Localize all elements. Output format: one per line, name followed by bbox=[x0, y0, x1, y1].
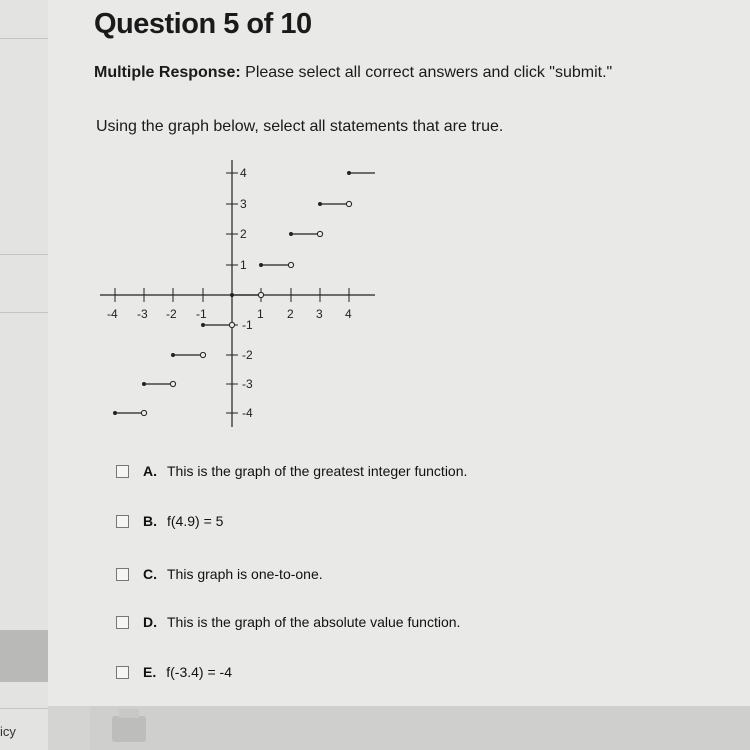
step-segment bbox=[113, 410, 147, 415]
step-segment bbox=[347, 171, 375, 175]
x-tick-label: -4 bbox=[107, 307, 118, 321]
answer-option-e[interactable] bbox=[116, 661, 232, 683]
x-tick-label: 1 bbox=[257, 307, 264, 321]
y-tick-label: -3 bbox=[242, 377, 253, 391]
y-tick-label: 3 bbox=[240, 197, 247, 211]
y-tick-label: -4 bbox=[242, 406, 253, 420]
checkbox-b[interactable] bbox=[116, 515, 129, 528]
y-tick-label: -1 bbox=[242, 318, 253, 332]
print-icon[interactable] bbox=[112, 716, 146, 742]
step-segment bbox=[171, 352, 206, 357]
sidebar-divider bbox=[0, 38, 48, 39]
footer-toolbar bbox=[90, 706, 750, 750]
question-prompt: Using the graph below, select all statements that are true. bbox=[96, 118, 504, 135]
option-text: This is the graph of the absolute value function. bbox=[167, 614, 461, 630]
y-tick-label: -2 bbox=[242, 348, 253, 362]
step-segment bbox=[142, 381, 176, 386]
answer-option-d[interactable] bbox=[116, 611, 460, 633]
option-text: f(-3.4) = -4 bbox=[166, 664, 232, 680]
sidebar-divider bbox=[0, 254, 48, 255]
step-segment bbox=[259, 262, 294, 267]
option-text: This is the graph of the greatest integer function. bbox=[167, 463, 468, 479]
step-segment bbox=[289, 231, 323, 236]
option-letter: A. bbox=[143, 463, 157, 479]
x-tick-label: -3 bbox=[137, 307, 148, 321]
step-segment bbox=[230, 292, 264, 297]
option-letter: E. bbox=[143, 664, 157, 680]
option-text: This graph is one-to-one. bbox=[167, 566, 323, 582]
x-tick-label: 2 bbox=[287, 307, 294, 321]
option-letter: C. bbox=[143, 566, 157, 582]
question-type-label: Multiple Response: bbox=[94, 64, 241, 81]
question-title: Question 5 of 10 bbox=[94, 8, 312, 40]
y-tick-label: 4 bbox=[240, 166, 247, 180]
answer-option-a[interactable] bbox=[116, 460, 467, 482]
option-letter: D. bbox=[143, 614, 157, 630]
answer-option-c[interactable] bbox=[116, 563, 323, 585]
checkbox-d[interactable] bbox=[116, 616, 129, 629]
step-function-graph bbox=[95, 155, 385, 430]
x-tick-label: -2 bbox=[166, 307, 177, 321]
option-letter: B. bbox=[143, 513, 157, 529]
checkbox-c[interactable] bbox=[116, 568, 129, 581]
left-sidebar bbox=[0, 0, 48, 750]
sidebar-divider bbox=[0, 708, 48, 709]
question-instructions bbox=[94, 64, 612, 82]
y-tick-label: 2 bbox=[240, 227, 247, 241]
answer-option-b[interactable] bbox=[116, 510, 223, 532]
x-tick-label: 3 bbox=[316, 307, 323, 321]
option-text: f(4.9) = 5 bbox=[167, 513, 224, 529]
step-segment bbox=[201, 322, 235, 327]
instructions-text: Please select all correct answers and click "submit." bbox=[245, 64, 613, 81]
checkbox-a[interactable] bbox=[116, 465, 129, 478]
checkbox-e[interactable] bbox=[116, 666, 129, 679]
sidebar-footer-link[interactable]: icy bbox=[0, 724, 16, 739]
x-tick-label: -1 bbox=[196, 307, 207, 321]
sidebar-nav-block[interactable] bbox=[0, 630, 48, 682]
step-segment bbox=[318, 201, 352, 206]
x-tick-label: 4 bbox=[345, 307, 352, 321]
y-tick-label: 1 bbox=[240, 258, 247, 272]
sidebar-divider bbox=[0, 312, 48, 313]
